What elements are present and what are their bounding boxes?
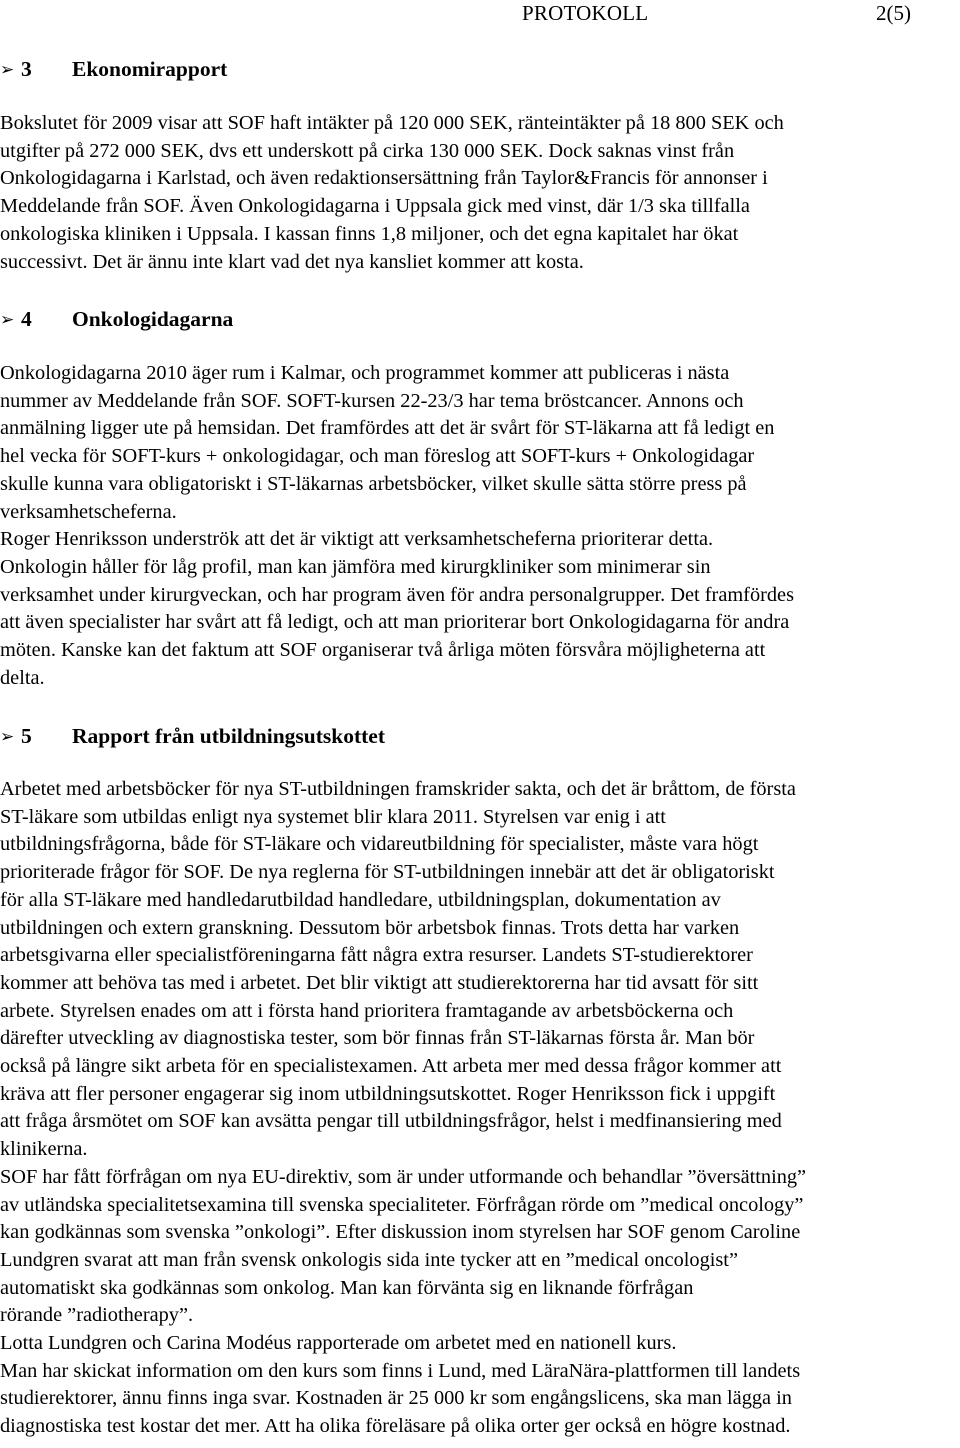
arrow-bullet-icon: ➢ [0, 60, 15, 80]
text-line: prioriterade frågor för SOF. De nya reglerna för ST-utbildningen innebär att det är obligatoriskt [0, 861, 775, 884]
text-line: därefter utveckling av diagnostiska tester, som bör finnas från ST-läkarnas första år. Man bör [0, 1027, 755, 1050]
text-line: också på längre sikt arbeta för en specialistexamen. Att arbeta mer med dessa frågor kommer att [0, 1055, 782, 1078]
section-heading-5 [0, 722, 960, 752]
text-line: av utländska specialitetsexamina till svenska specialiteter. Förfrågan rörde om ”medical oncology” [0, 1193, 804, 1216]
text-line: SOF har fått förfrågan om nya EU-direktiv, som är under utformande och behandlar ”översättning” [0, 1165, 807, 1188]
section-title: Onkologidagarna [72, 307, 234, 331]
text-line: utbildningsfrågorna, både för ST-läkare och vidareutbildning för specialister, måste vara högt [0, 833, 759, 856]
text-line: Roger Henriksson underströk att det är viktigt att verksamhetscheferna prioriterar detta. [0, 528, 714, 551]
section-title: Ekonomirapport [72, 57, 228, 81]
text-line: klinikerna. [0, 1138, 88, 1161]
text-line: automatiskt ska godkännas som onkolog. Man kan förvänta sig en liknande förfrågan [0, 1276, 694, 1299]
text-line: Onkologidagarna 2010 äger rum i Kalmar, och programmet kommer att publiceras i nästa [0, 362, 730, 384]
text-line: skulle kunna vara obligatoriskt i ST-läkarnas arbetsböcker, vilket skulle sätta större press på [0, 472, 747, 495]
text-line: arbete. Styrelsen enades om att i första hand prioritera framtagande av arbetsböckerna och [0, 999, 734, 1022]
text-line: onkologiska kliniken i Uppsala. I kassan finns 1,8 miljoner, och det egna kapitalet har ökat [0, 222, 739, 245]
text-line: successivt. Det är ännu inte klart vad det nya kansliet kommer att kosta. [0, 250, 584, 273]
section-heading-3 [0, 55, 960, 85]
section-number: 5 [21, 724, 32, 748]
text-line: att fråga årsmötet om SOF kan avsätta pengar till utbildningsfrågor, helst i medfinansiering med [0, 1110, 782, 1133]
text-line: Arbetet med arbetsböcker för nya ST-utbildningen framskrider sakta, och det är bråttom, de första [0, 778, 796, 800]
section-body-4 [0, 360, 960, 692]
text-line: verksamhet under kirurgveckan, och har program även för andra personalgrupper. Det framfördes [0, 583, 794, 606]
text-line: Bokslutet för 2009 visar att SOF haft intäkter på 120 000 SEK, ränteintäkter på 18 800 SEK och [0, 112, 784, 134]
text-line: kräva att fler personer engagerar sig inom utbildningsutskottet. Roger Henriksson fick i uppgift [0, 1082, 776, 1105]
text-line: kan godkännas som svenska ”onkologi”. Efter diskussion inom styrelsen har SOF genom Caroline [0, 1221, 801, 1244]
text-line: Man har skickat information om den kurs som finns i Lund, med LäraNära-plattformen till landets [0, 1359, 801, 1382]
text-line: möten. Kanske kan det faktum att SOF organiserar två årliga möten försvåra möjligheterna att [0, 639, 766, 662]
arrow-bullet-icon: ➢ [0, 727, 15, 747]
section-body-3 [0, 110, 960, 276]
section-number: 4 [21, 307, 32, 331]
text-line: att även specialister har svårt att få ledigt, och att man prioriterar bort Onkologidagarna för andra [0, 611, 790, 634]
text-line: ST-läkare som utbildas enligt nya systemet blir klara 2011. Styrelsen var enig i att [0, 805, 666, 828]
text-line: Lotta Lundgren och Carina Modéus rapporterade om arbetet med en nationell kurs. [0, 1332, 677, 1355]
section-body-5 [0, 776, 960, 1441]
text-line: hel vecka för SOFT-kurs + onkologidagar, och man föreslog att SOFT-kurs + Onkologidagar [0, 445, 755, 468]
text-line: för alla ST-läkare med handledarutbildad handledare, utbildningsplan, dokumentation av [0, 888, 721, 911]
text-line: Lundgren svarat att man från svensk onkologis sida inte tycker att en ”medical oncologist” [0, 1248, 738, 1271]
text-line: utbildningen och extern granskning. Dessutom bör arbetsbok finnas. Trots detta har varken [0, 916, 740, 939]
text-line: Onkologin håller för låg profil, man kan jämföra med kirurgkliniker som minimerar sin [0, 555, 711, 578]
text-line: arbetsgivarna eller specialistföreningarna fått några extra resurser. Landets ST-studierektorer [0, 944, 753, 967]
text-line: anmälning ligger ute på hemsidan. Det framfördes att det är svårt för ST-läkarna att få ledigt en [0, 417, 775, 440]
text-line: nummer av Meddelande från SOF. SOFT-kursen 22-23/3 har tema bröstcancer. Annons och [0, 389, 744, 412]
section-title: Rapport från utbildningsutskottet [72, 724, 385, 748]
section-heading-4 [0, 305, 960, 335]
page-header [0, 0, 960, 28]
arrow-bullet-icon: ➢ [0, 310, 15, 330]
text-line: studierektorer, ännu finns inga svar. Kostnaden är 25 000 kr som engångslicens, ska man lägga in [0, 1387, 792, 1410]
text-line: rörande ”radiotherapy”. [0, 1304, 194, 1327]
section-number: 3 [21, 57, 32, 81]
text-line: kommer att behöva tas med i arbetet. Det blir viktigt att studierektorerna har tid avsatt för sitt [0, 971, 759, 994]
text-line: diagnostiska test kostar det mer. Att ha olika föreläsare på olika orter ger också en högre kostnad. [0, 1415, 791, 1438]
text-line: utgifter på 272 000 SEK, dvs ett underskott på cirka 130 000 SEK. Dock saknas vinst från [0, 139, 735, 162]
text-line: verksamhetscheferna. [0, 500, 177, 523]
text-line: Onkologidagarna i Karlstad, och även redaktionsersättning från Taylor&Francis för annonser i [0, 167, 768, 190]
text-line: delta. [0, 666, 45, 689]
page-number: 2(5) [876, 1, 911, 25]
text-line: Meddelande från SOF. Även Onkologidagarna i Uppsala gick med vinst, där 1/3 ska tillfalla [0, 195, 750, 218]
protocol-title: PROTOKOLL [522, 1, 649, 25]
